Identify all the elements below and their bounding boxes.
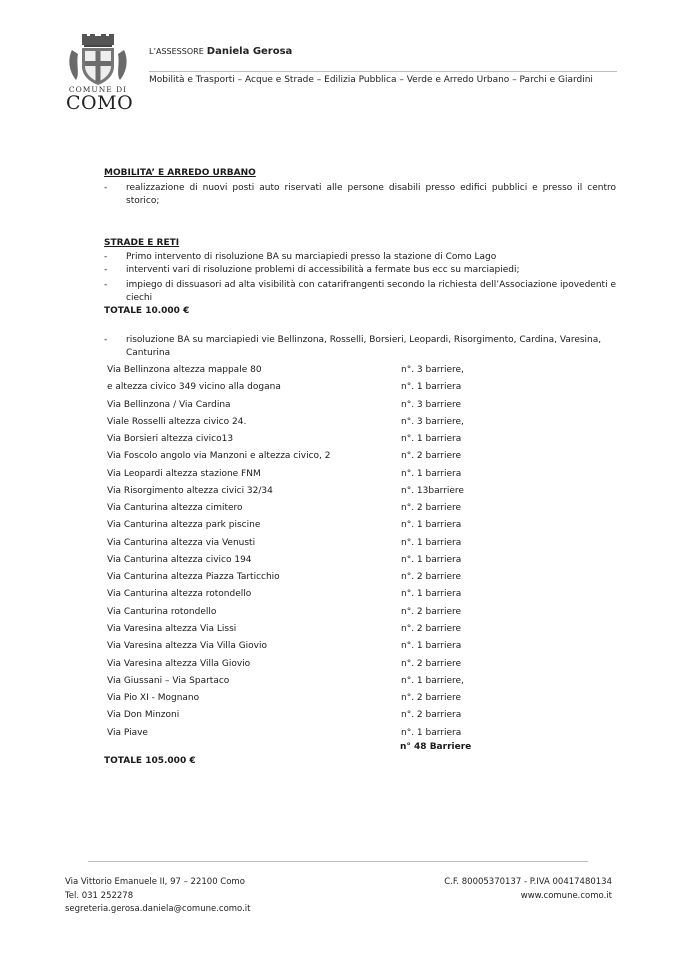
- table-row: [104, 400, 604, 417]
- logo-como-text: COMO: [66, 92, 134, 114]
- row-location: Via Varesina altezza Villa Giovio: [107, 658, 251, 669]
- row-location: Via Foscolo angolo via Manzoni e altezza civico, 2: [107, 451, 331, 462]
- row-location: Via Canturina altezza rotondello: [107, 589, 252, 600]
- footer-fiscal-codes: C.F. 80005370137 - P.IVA 00417480134: [444, 877, 612, 887]
- table-row: [104, 555, 604, 572]
- list-item-text: impiego di dissuasori ad alta visibilità con catarifrangenti secondo la richiesta dell’Associazione ipovedenti e ciechi: [126, 280, 616, 303]
- row-count: n°. 1 barriera: [401, 520, 462, 531]
- table-row: [104, 710, 604, 727]
- footer-phone: Tel. 031 252278: [65, 890, 134, 901]
- row-count: n°. 2 barriere: [401, 693, 462, 704]
- table-row: [104, 538, 604, 555]
- list-item: [104, 279, 616, 304]
- row-count: n°. 1 barriera: [401, 382, 462, 393]
- row-location: Viale Rosselli altezza civico 24.: [107, 416, 247, 427]
- header-divider: [149, 71, 617, 72]
- row-count: n°. 2 barriere: [401, 606, 462, 617]
- bullet-dash: -: [104, 265, 108, 275]
- table-row: [104, 503, 604, 520]
- list-item-text: risoluzione BA su marciapiedi vie Bellinzona, Rosselli, Borsieri, Leopardi, Risorgimento, Cardina, Varesina, Canturina: [126, 335, 602, 358]
- table-row: [104, 589, 604, 606]
- assessore-heading: [149, 46, 292, 57]
- bullet-dash: -: [104, 252, 108, 262]
- bullet-dash: -: [104, 335, 108, 345]
- row-count: n°. 2 barriere: [401, 503, 462, 514]
- table-row: [104, 434, 604, 451]
- row-count: n°. 2 barriere: [401, 658, 462, 669]
- row-location: Via Giussani – Via Spartaco: [107, 675, 230, 686]
- row-count: n°. 1 barriera: [401, 589, 462, 600]
- barrier-list: [104, 365, 604, 745]
- section-total: TOTALE 10.000 €: [104, 306, 190, 316]
- table-row: [104, 728, 604, 745]
- row-count: n°. 1 barriere,: [401, 675, 464, 686]
- table-row: [104, 417, 604, 434]
- list-item: [104, 182, 616, 207]
- list-item: [104, 264, 616, 277]
- table-row: [104, 693, 604, 710]
- comune-di-como-logo: [66, 34, 134, 114]
- footer-website: www.comune.como.it: [520, 890, 612, 901]
- barriers-grand-total: n° 48 Barriere: [400, 742, 472, 752]
- table-row: [104, 520, 604, 537]
- row-count: n°. 1 barriera: [401, 554, 462, 565]
- table-row: [104, 676, 604, 693]
- row-location: Via Canturina altezza park piscine: [107, 520, 261, 531]
- table-row: [104, 641, 604, 658]
- list-item-text: Primo intervento di risoluzione BA su marciapiedi presso la stazione di Como Lago: [126, 252, 497, 262]
- section-title-mobilita: MOBILITA’ E ARREDO URBANO: [104, 168, 256, 178]
- row-location: Via Canturina altezza cimitero: [107, 503, 243, 514]
- row-location: Via Varesina altezza Via Lissi: [107, 623, 237, 634]
- footer-contacts: [65, 876, 251, 917]
- row-location: Via Canturina altezza via Venusti: [107, 537, 256, 548]
- row-location: Via Leopardi altezza stazione FNM: [107, 468, 261, 479]
- row-location: Via Canturina altezza civico 194: [107, 554, 252, 565]
- row-location: Via Don Minzoni: [107, 710, 180, 721]
- table-row: [104, 382, 604, 399]
- table-row: [104, 607, 604, 624]
- list-item-text: interventi vari di risoluzione problemi di accessibilità a fermate bus ecc su marciapiedi;: [126, 265, 520, 275]
- bullet-dash: -: [104, 280, 108, 290]
- assessore-name: Daniela Gerosa: [206, 46, 293, 57]
- logo-comune-di-text: COMUNE DI: [68, 85, 128, 94]
- footer-email: segreteria.gerosa.daniela@comune.como.it: [65, 904, 251, 914]
- table-row: [104, 365, 604, 382]
- row-location: Via Risorgimento altezza civici 32/34: [107, 485, 273, 496]
- list-item: [104, 334, 616, 359]
- row-location: e altezza civico 349 vicino alla dogana: [107, 382, 281, 393]
- row-count: n°. 3 barriere,: [401, 365, 464, 375]
- row-count: n°. 1 barriera: [401, 537, 462, 548]
- row-count: n°. 13barriere: [401, 485, 464, 496]
- row-count: n°. 1 barriera: [401, 727, 462, 738]
- list-item: [104, 251, 616, 264]
- row-location: Via Canturina altezza Piazza Tarticchio: [107, 572, 280, 583]
- row-location: Via Borsieri altezza civico13: [107, 434, 234, 445]
- assessore-label: L’ASSESSORE: [149, 47, 204, 56]
- table-row: [104, 659, 604, 676]
- row-count: n°. 2 barriera: [401, 710, 462, 721]
- table-row: [104, 486, 604, 503]
- footer-divider: [88, 861, 588, 862]
- table-row: [104, 451, 604, 468]
- row-location: Via Piave: [107, 727, 148, 738]
- coat-of-arms-icon: [66, 34, 130, 86]
- row-location: Via Canturina rotondello: [107, 606, 217, 617]
- assessore-deleghe: Mobilità e Trasporti – Acque e Strade – Edilizia Pubblica – Verde e Arredo Urbano – Parchi e Giardini: [149, 75, 593, 85]
- row-location: Via Pio XI - Mognano: [107, 693, 200, 704]
- row-count: n°. 3 barriere: [401, 399, 462, 410]
- table-row: [104, 469, 604, 486]
- row-count: n°. 1 barriera: [401, 468, 462, 479]
- table-row: [104, 624, 604, 641]
- footer-legal: [444, 876, 612, 903]
- row-location: Via Bellinzona / Via Cardina: [107, 399, 231, 410]
- bullet-dash: -: [104, 183, 108, 193]
- row-count: n°. 2 barriere: [401, 572, 462, 583]
- row-location: Via Bellinzona altezza mappale 80: [107, 365, 262, 375]
- section-total: TOTALE 105.000 €: [104, 756, 196, 766]
- row-count: n°. 3 barriere,: [401, 416, 464, 427]
- list-item-text: realizzazione di nuovi posti auto riservati alle persone disabili presso edifici pubblici e presso il centro storico;: [126, 183, 616, 206]
- table-row: [104, 572, 604, 589]
- row-count: n°. 1 barriera: [401, 641, 462, 652]
- row-count: n°. 2 barriere: [401, 451, 462, 462]
- row-count: n°. 2 barriere: [401, 623, 462, 634]
- row-count: n°. 1 barriera: [401, 434, 462, 445]
- footer-address: Via Vittorio Emanuele II, 97 – 22100 Como: [65, 877, 245, 887]
- row-location: Via Varesina altezza Via Villa Giovio: [107, 641, 268, 652]
- section-title-strade: STRADE E RETI: [104, 238, 180, 248]
